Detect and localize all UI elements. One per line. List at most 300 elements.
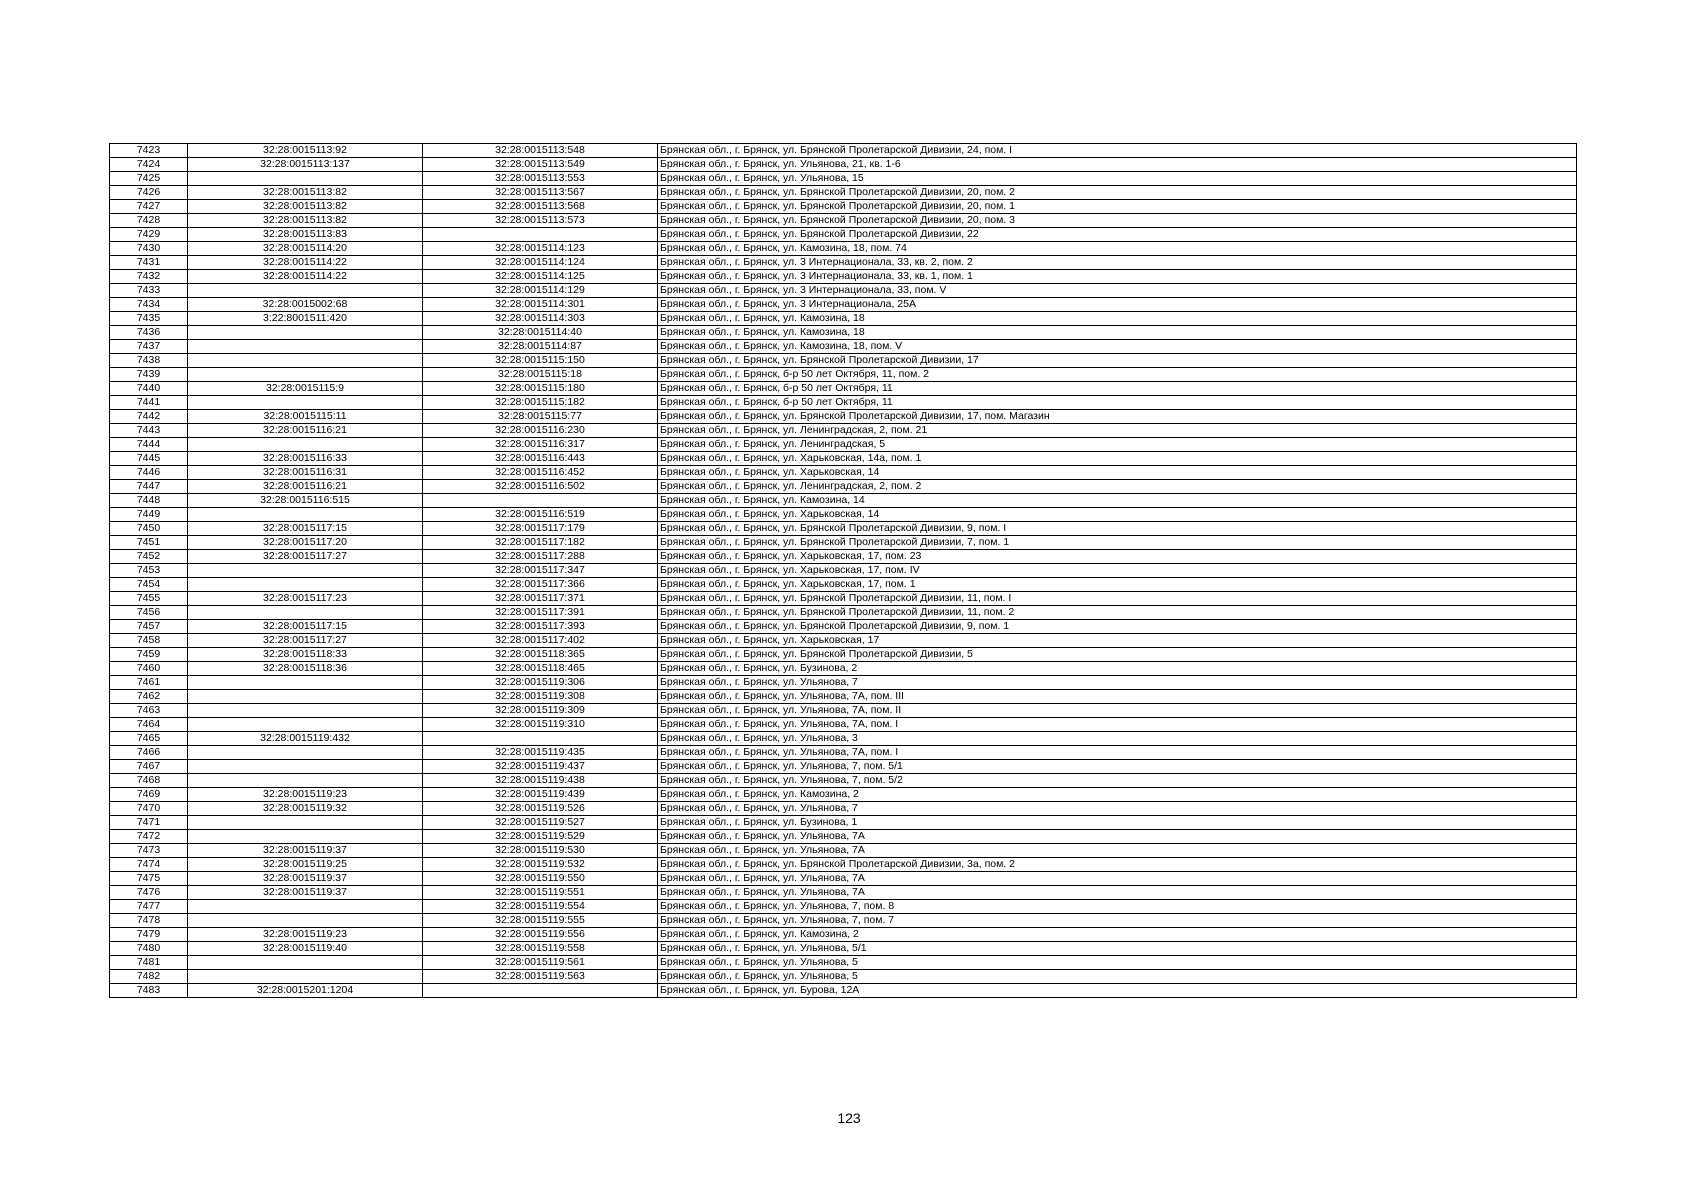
object-cadastral-number-cell: 32:28:0015113:568 [423, 200, 658, 214]
object-cadastral-number-cell: 32:28:0015116:443 [423, 452, 658, 466]
object-cadastral-number-cell: 32:28:0015115:18 [423, 368, 658, 382]
parcel-cadastral-number-cell: 32:28:0015119:37 [188, 844, 423, 858]
row-number-cell: 7451 [110, 536, 188, 550]
row-number-cell: 7477 [110, 900, 188, 914]
row-number-cell: 7481 [110, 956, 188, 970]
object-cadastral-number-cell: 32:28:0015118:465 [423, 662, 658, 676]
address-cell: Брянская обл., г. Брянск, ул. Камозина, 14 [658, 494, 1577, 508]
address-cell: Брянская обл., г. Брянск, ул. Харьковская, 17, пом. 1 [658, 578, 1577, 592]
row-number-cell: 7429 [110, 228, 188, 242]
row-number-cell: 7434 [110, 298, 188, 312]
row-number-cell: 7483 [110, 984, 188, 998]
row-number-cell: 7424 [110, 158, 188, 172]
table-row [110, 536, 1577, 550]
row-number-cell: 7459 [110, 648, 188, 662]
row-number-cell: 7466 [110, 746, 188, 760]
row-number-cell: 7475 [110, 872, 188, 886]
address-cell: Брянская обл., г. Брянск, ул. Ульянова, 7А, пом. I [658, 746, 1577, 760]
object-cadastral-number-cell: 32:28:0015119:529 [423, 830, 658, 844]
row-number-cell: 7438 [110, 354, 188, 368]
row-number-cell: 7462 [110, 690, 188, 704]
address-cell: Брянская обл., г. Брянск, ул. Ульянова, 7, пом. 5/2 [658, 774, 1577, 788]
table-row [110, 942, 1577, 956]
parcel-cadastral-number-cell [188, 326, 423, 340]
address-cell: Брянская обл., г. Брянск, ул. 3 Интернационала, 33, кв. 1, пом. 1 [658, 270, 1577, 284]
parcel-cadastral-number-cell: 32:28:0015117:15 [188, 522, 423, 536]
parcel-cadastral-number-cell: 32:28:0015115:9 [188, 382, 423, 396]
row-number-cell: 7471 [110, 816, 188, 830]
parcel-cadastral-number-cell [188, 340, 423, 354]
parcel-cadastral-number-cell: 32:28:0015119:37 [188, 886, 423, 900]
object-cadastral-number-cell: 32:28:0015119:306 [423, 676, 658, 690]
object-cadastral-number-cell: 32:28:0015119:438 [423, 774, 658, 788]
table-row [110, 424, 1577, 438]
row-number-cell: 7428 [110, 214, 188, 228]
address-cell: Брянская обл., г. Брянск, ул. Камозина, 2 [658, 928, 1577, 942]
row-number-cell: 7440 [110, 382, 188, 396]
object-cadastral-number-cell [423, 732, 658, 746]
object-cadastral-number-cell: 32:28:0015119:561 [423, 956, 658, 970]
parcel-cadastral-number-cell [188, 578, 423, 592]
table-row [110, 242, 1577, 256]
table-row [110, 802, 1577, 816]
table-row [110, 382, 1577, 396]
address-cell: Брянская обл., г. Брянск, ул. Ульянова, 15 [658, 172, 1577, 186]
table-row [110, 284, 1577, 298]
table-row [110, 788, 1577, 802]
address-cell: Брянская обл., г. Брянск, ул. Ульянова, 7 [658, 802, 1577, 816]
address-cell: Брянская обл., г. Брянск, ул. Брянской Пролетарской Дивизии, 17 [658, 354, 1577, 368]
object-cadastral-number-cell: 32:28:0015119:527 [423, 816, 658, 830]
object-cadastral-number-cell: 32:28:0015119:555 [423, 914, 658, 928]
object-cadastral-number-cell: 32:28:0015119:556 [423, 928, 658, 942]
address-cell: Брянская обл., г. Брянск, ул. Ульянова, 7А [658, 844, 1577, 858]
parcel-cadastral-number-cell [188, 690, 423, 704]
row-number-cell: 7447 [110, 480, 188, 494]
object-cadastral-number-cell: 32:28:0015115:180 [423, 382, 658, 396]
object-cadastral-number-cell: 32:28:0015119:308 [423, 690, 658, 704]
address-cell: Брянская обл., г. Брянск, ул. Харьковская, 14а, пом. 1 [658, 452, 1577, 466]
address-cell: Брянская обл., г. Брянск, ул. Бузинова, 2 [658, 662, 1577, 676]
parcel-cadastral-number-cell: 32:28:0015118:36 [188, 662, 423, 676]
table-row [110, 928, 1577, 942]
table-row [110, 676, 1577, 690]
address-cell: Брянская обл., г. Брянск, ул. Харьковская, 14 [658, 466, 1577, 480]
row-number-cell: 7443 [110, 424, 188, 438]
object-cadastral-number-cell: 32:28:0015119:437 [423, 760, 658, 774]
table-row [110, 718, 1577, 732]
parcel-cadastral-number-cell: 32:28:0015119:23 [188, 928, 423, 942]
table-row [110, 256, 1577, 270]
address-cell: Брянская обл., г. Брянск, ул. Ленинградская, 2, пом. 21 [658, 424, 1577, 438]
row-number-cell: 7432 [110, 270, 188, 284]
address-cell: Брянская обл., г. Брянск, б-р 50 лет Октября, 11 [658, 396, 1577, 410]
table-row [110, 746, 1577, 760]
cadastral-table-body [110, 144, 1577, 998]
table-row [110, 340, 1577, 354]
parcel-cadastral-number-cell: 32:28:0015113:83 [188, 228, 423, 242]
table-row [110, 550, 1577, 564]
address-cell: Брянская обл., г. Брянск, ул. Бузинова, 1 [658, 816, 1577, 830]
row-number-cell: 7442 [110, 410, 188, 424]
object-cadastral-number-cell: 32:28:0015119:558 [423, 942, 658, 956]
parcel-cadastral-number-cell [188, 816, 423, 830]
row-number-cell: 7476 [110, 886, 188, 900]
address-cell: Брянская обл., г. Брянск, ул. Ульянова, 5 [658, 956, 1577, 970]
table-row [110, 774, 1577, 788]
page-number: 123 [837, 1110, 861, 1126]
table-row [110, 410, 1577, 424]
address-cell: Брянская обл., г. Брянск, ул. Ленинградская, 5 [658, 438, 1577, 452]
row-number-cell: 7479 [110, 928, 188, 942]
object-cadastral-number-cell: 32:28:0015119:526 [423, 802, 658, 816]
table-row [110, 200, 1577, 214]
parcel-cadastral-number-cell: 32:28:0015119:25 [188, 858, 423, 872]
table-row [110, 508, 1577, 522]
parcel-cadastral-number-cell [188, 676, 423, 690]
object-cadastral-number-cell: 32:28:0015116:519 [423, 508, 658, 522]
object-cadastral-number-cell: 32:28:0015119:563 [423, 970, 658, 984]
parcel-cadastral-number-cell: 32:28:0015113:82 [188, 214, 423, 228]
row-number-cell: 7468 [110, 774, 188, 788]
object-cadastral-number-cell: 32:28:0015115:77 [423, 410, 658, 424]
row-number-cell: 7444 [110, 438, 188, 452]
parcel-cadastral-number-cell: 32:28:0015115:11 [188, 410, 423, 424]
address-cell: Брянская обл., г. Брянск, ул. Ульянова, 7, пом. 8 [658, 900, 1577, 914]
address-cell: Брянская обл., г. Брянск, ул. Камозина, 2 [658, 788, 1577, 802]
address-cell: Брянская обл., г. Брянск, ул. Брянской Пролетарской Дивизии, 3а, пом. 2 [658, 858, 1577, 872]
object-cadastral-number-cell [423, 984, 658, 998]
row-number-cell: 7460 [110, 662, 188, 676]
parcel-cadastral-number-cell [188, 760, 423, 774]
parcel-cadastral-number-cell: 32:28:0015116:21 [188, 424, 423, 438]
row-number-cell: 7441 [110, 396, 188, 410]
row-number-cell: 7472 [110, 830, 188, 844]
parcel-cadastral-number-cell: 32:28:0015117:23 [188, 592, 423, 606]
table-row [110, 228, 1577, 242]
object-cadastral-number-cell: 32:28:0015116:317 [423, 438, 658, 452]
parcel-cadastral-number-cell: 3:22:8001511:420 [188, 312, 423, 326]
row-number-cell: 7453 [110, 564, 188, 578]
table-row [110, 466, 1577, 480]
table-row [110, 578, 1577, 592]
address-cell: Брянская обл., г. Брянск, ул. 3 Интернационала, 33, кв. 2, пом. 2 [658, 256, 1577, 270]
cadastral-table [109, 143, 1577, 998]
row-number-cell: 7452 [110, 550, 188, 564]
row-number-cell: 7478 [110, 914, 188, 928]
table-row [110, 144, 1577, 158]
address-cell: Брянская обл., г. Брянск, ул. Ульянова, 7 [658, 676, 1577, 690]
table-row [110, 438, 1577, 452]
table-row [110, 522, 1577, 536]
object-cadastral-number-cell [423, 228, 658, 242]
row-number-cell: 7470 [110, 802, 188, 816]
object-cadastral-number-cell: 32:28:0015117:179 [423, 522, 658, 536]
row-number-cell: 7467 [110, 760, 188, 774]
table-row [110, 970, 1577, 984]
object-cadastral-number-cell: 32:28:0015119:530 [423, 844, 658, 858]
address-cell: Брянская обл., г. Брянск, ул. Ульянова, 5 [658, 970, 1577, 984]
address-cell: Брянская обл., г. Брянск, ул. Брянской Пролетарской Дивизии, 20, пом. 2 [658, 186, 1577, 200]
object-cadastral-number-cell: 32:28:0015117:288 [423, 550, 658, 564]
parcel-cadastral-number-cell: 32:28:0015114:22 [188, 270, 423, 284]
row-number-cell: 7450 [110, 522, 188, 536]
object-cadastral-number-cell: 32:28:0015114:123 [423, 242, 658, 256]
object-cadastral-number-cell: 32:28:0015115:182 [423, 396, 658, 410]
address-cell: Брянская обл., г. Брянск, ул. Ульянова, 3 [658, 732, 1577, 746]
row-number-cell: 7449 [110, 508, 188, 522]
object-cadastral-number-cell: 32:28:0015114:40 [423, 326, 658, 340]
object-cadastral-number-cell: 32:28:0015113:548 [423, 144, 658, 158]
table-row [110, 452, 1577, 466]
parcel-cadastral-number-cell [188, 830, 423, 844]
address-cell: Брянская обл., г. Брянск, б-р 50 лет Октября, 11, пом. 2 [658, 368, 1577, 382]
row-number-cell: 7461 [110, 676, 188, 690]
table-row [110, 914, 1577, 928]
row-number-cell: 7445 [110, 452, 188, 466]
object-cadastral-number-cell: 32:28:0015114:301 [423, 298, 658, 312]
row-number-cell: 7423 [110, 144, 188, 158]
table-row [110, 900, 1577, 914]
parcel-cadastral-number-cell: 32:28:0015002:68 [188, 298, 423, 312]
address-cell: Брянская обл., г. Брянск, ул. Ульянова, 21, кв. 1-6 [658, 158, 1577, 172]
table-row [110, 662, 1577, 676]
object-cadastral-number-cell: 32:28:0015118:365 [423, 648, 658, 662]
row-number-cell: 7473 [110, 844, 188, 858]
parcel-cadastral-number-cell [188, 508, 423, 522]
parcel-cadastral-number-cell [188, 746, 423, 760]
object-cadastral-number-cell: 32:28:0015113:573 [423, 214, 658, 228]
address-cell: Брянская обл., г. Брянск, ул. Ульянова, 7, пом. 5/1 [658, 760, 1577, 774]
parcel-cadastral-number-cell: 32:28:0015119:23 [188, 788, 423, 802]
row-number-cell: 7426 [110, 186, 188, 200]
object-cadastral-number-cell: 32:28:0015116:502 [423, 480, 658, 494]
parcel-cadastral-number-cell: 32:28:0015117:20 [188, 536, 423, 550]
object-cadastral-number-cell: 32:28:0015119:439 [423, 788, 658, 802]
row-number-cell: 7480 [110, 942, 188, 956]
parcel-cadastral-number-cell [188, 396, 423, 410]
parcel-cadastral-number-cell: 32:28:0015116:31 [188, 466, 423, 480]
row-number-cell: 7469 [110, 788, 188, 802]
row-number-cell: 7465 [110, 732, 188, 746]
row-number-cell: 7430 [110, 242, 188, 256]
table-row [110, 494, 1577, 508]
table-row [110, 872, 1577, 886]
parcel-cadastral-number-cell [188, 438, 423, 452]
parcel-cadastral-number-cell [188, 284, 423, 298]
parcel-cadastral-number-cell: 32:28:0015114:22 [188, 256, 423, 270]
row-number-cell: 7482 [110, 970, 188, 984]
address-cell: Брянская обл., г. Брянск, ул. Брянской Пролетарской Дивизии, 20, пом. 3 [658, 214, 1577, 228]
address-cell: Брянская обл., г. Брянск, ул. Бурова, 12А [658, 984, 1577, 998]
row-number-cell: 7457 [110, 620, 188, 634]
table-row [110, 760, 1577, 774]
parcel-cadastral-number-cell: 32:28:0015116:515 [188, 494, 423, 508]
table-row [110, 606, 1577, 620]
address-cell: Брянская обл., г. Брянск, ул. Брянской Пролетарской Дивизии, 17, пом. Магазин [658, 410, 1577, 424]
address-cell: Брянская обл., г. Брянск, ул. 3 Интернационала, 33, пом. V [658, 284, 1577, 298]
object-cadastral-number-cell: 32:28:0015119:551 [423, 886, 658, 900]
address-cell: Брянская обл., г. Брянск, ул. Камозина, 18 [658, 326, 1577, 340]
row-number-cell: 7474 [110, 858, 188, 872]
object-cadastral-number-cell: 32:28:0015116:230 [423, 424, 658, 438]
table-row [110, 844, 1577, 858]
row-number-cell: 7437 [110, 340, 188, 354]
address-cell: Брянская обл., г. Брянск, ул. Брянской Пролетарской Дивизии, 5 [658, 648, 1577, 662]
object-cadastral-number-cell: 32:28:0015117:402 [423, 634, 658, 648]
address-cell: Брянская обл., г. Брянск, ул. Ульянова, 7А [658, 830, 1577, 844]
row-number-cell: 7425 [110, 172, 188, 186]
parcel-cadastral-number-cell: 32:28:0015119:432 [188, 732, 423, 746]
parcel-cadastral-number-cell: 32:28:0015117:27 [188, 634, 423, 648]
address-cell: Брянская обл., г. Брянск, ул. Камозина, 18, пом. V [658, 340, 1577, 354]
address-cell: Брянская обл., г. Брянск, ул. Ульянова, 5/1 [658, 942, 1577, 956]
object-cadastral-number-cell: 32:28:0015117:182 [423, 536, 658, 550]
row-number-cell: 7433 [110, 284, 188, 298]
table-row [110, 620, 1577, 634]
address-cell: Брянская обл., г. Брянск, б-р 50 лет Октября, 11 [658, 382, 1577, 396]
table-row [110, 886, 1577, 900]
parcel-cadastral-number-cell: 32:28:0015113:92 [188, 144, 423, 158]
object-cadastral-number-cell: 32:28:0015114:129 [423, 284, 658, 298]
row-number-cell: 7448 [110, 494, 188, 508]
object-cadastral-number-cell: 32:28:0015114:124 [423, 256, 658, 270]
table-row [110, 816, 1577, 830]
table-row [110, 158, 1577, 172]
address-cell: Брянская обл., г. Брянск, ул. Брянской Пролетарской Дивизии, 20, пом. 1 [658, 200, 1577, 214]
object-cadastral-number-cell: 32:28:0015117:347 [423, 564, 658, 578]
table-row [110, 704, 1577, 718]
parcel-cadastral-number-cell: 32:28:0015118:33 [188, 648, 423, 662]
object-cadastral-number-cell: 32:28:0015117:371 [423, 592, 658, 606]
table-row [110, 480, 1577, 494]
address-cell: Брянская обл., г. Брянск, ул. Брянской Пролетарской Дивизии, 22 [658, 228, 1577, 242]
object-cadastral-number-cell: 32:28:0015115:150 [423, 354, 658, 368]
object-cadastral-number-cell: 32:28:0015116:452 [423, 466, 658, 480]
address-cell: Брянская обл., г. Брянск, ул. Ульянова, 7А, пом. III [658, 690, 1577, 704]
table-row [110, 214, 1577, 228]
parcel-cadastral-number-cell: 32:28:0015114:20 [188, 242, 423, 256]
address-cell: Брянская обл., г. Брянск, ул. Ульянова, 7А, пом. I [658, 718, 1577, 732]
address-cell: Брянская обл., г. Брянск, ул. Брянской Пролетарской Дивизии, 9, пом. 1 [658, 620, 1577, 634]
row-number-cell: 7431 [110, 256, 188, 270]
parcel-cadastral-number-cell [188, 704, 423, 718]
object-cadastral-number-cell: 32:28:0015114:303 [423, 312, 658, 326]
table-row [110, 690, 1577, 704]
row-number-cell: 7436 [110, 326, 188, 340]
parcel-cadastral-number-cell: 32:28:0015117:15 [188, 620, 423, 634]
table-row [110, 732, 1577, 746]
address-cell: Брянская обл., г. Брянск, ул. Брянской Пролетарской Дивизии, 11, пом. I [658, 592, 1577, 606]
address-cell: Брянская обл., г. Брянск, ул. Харьковская, 17 [658, 634, 1577, 648]
address-cell: Брянская обл., г. Брянск, ул. Харьковская, 17, пом. 23 [658, 550, 1577, 564]
parcel-cadastral-number-cell: 32:28:0015119:32 [188, 802, 423, 816]
table-row [110, 172, 1577, 186]
row-number-cell: 7463 [110, 704, 188, 718]
address-cell: Брянская обл., г. Брянск, ул. Ульянова, 7, пом. 7 [658, 914, 1577, 928]
row-number-cell: 7446 [110, 466, 188, 480]
address-cell: Брянская обл., г. Брянск, ул. Ульянова, 7А, пом. II [658, 704, 1577, 718]
row-number-cell: 7456 [110, 606, 188, 620]
parcel-cadastral-number-cell: 32:28:0015113:137 [188, 158, 423, 172]
table-row [110, 592, 1577, 606]
object-cadastral-number-cell: 32:28:0015119:309 [423, 704, 658, 718]
object-cadastral-number-cell: 32:28:0015119:435 [423, 746, 658, 760]
parcel-cadastral-number-cell [188, 172, 423, 186]
parcel-cadastral-number-cell [188, 718, 423, 732]
row-number-cell: 7454 [110, 578, 188, 592]
parcel-cadastral-number-cell: 32:28:0015119:37 [188, 872, 423, 886]
object-cadastral-number-cell: 32:28:0015119:532 [423, 858, 658, 872]
address-cell: Брянская обл., г. Брянск, ул. Харьковская, 14 [658, 508, 1577, 522]
parcel-cadastral-number-cell [188, 970, 423, 984]
object-cadastral-number-cell [423, 494, 658, 508]
parcel-cadastral-number-cell [188, 564, 423, 578]
object-cadastral-number-cell: 32:28:0015117:366 [423, 578, 658, 592]
object-cadastral-number-cell: 32:28:0015119:554 [423, 900, 658, 914]
parcel-cadastral-number-cell [188, 914, 423, 928]
parcel-cadastral-number-cell: 32:28:0015113:82 [188, 200, 423, 214]
parcel-cadastral-number-cell [188, 900, 423, 914]
row-number-cell: 7458 [110, 634, 188, 648]
row-number-cell: 7427 [110, 200, 188, 214]
table-row [110, 186, 1577, 200]
parcel-cadastral-number-cell [188, 774, 423, 788]
table-row [110, 368, 1577, 382]
parcel-cadastral-number-cell: 32:28:0015113:82 [188, 186, 423, 200]
table-row [110, 634, 1577, 648]
parcel-cadastral-number-cell: 32:28:0015116:33 [188, 452, 423, 466]
address-cell: Брянская обл., г. Брянск, ул. Ульянова, 7А [658, 872, 1577, 886]
object-cadastral-number-cell: 32:28:0015113:549 [423, 158, 658, 172]
address-cell: Брянская обл., г. Брянск, ул. Брянской Пролетарской Дивизии, 7, пом. 1 [658, 536, 1577, 550]
object-cadastral-number-cell: 32:28:0015113:567 [423, 186, 658, 200]
table-row [110, 564, 1577, 578]
parcel-cadastral-number-cell: 32:28:0015116:21 [188, 480, 423, 494]
address-cell: Брянская обл., г. Брянск, ул. Камозина, 18, пом. 74 [658, 242, 1577, 256]
row-number-cell: 7455 [110, 592, 188, 606]
address-cell: Брянская обл., г. Брянск, ул. Ульянова, 7А [658, 886, 1577, 900]
row-number-cell: 7435 [110, 312, 188, 326]
address-cell: Брянская обл., г. Брянск, ул. Ленинградская, 2, пом. 2 [658, 480, 1577, 494]
object-cadastral-number-cell: 32:28:0015113:553 [423, 172, 658, 186]
table-row [110, 326, 1577, 340]
address-cell: Брянская обл., г. Брянск, ул. Брянской Пролетарской Дивизии, 24, пом. I [658, 144, 1577, 158]
table-row [110, 830, 1577, 844]
parcel-cadastral-number-cell: 32:28:0015201:1204 [188, 984, 423, 998]
object-cadastral-number-cell: 32:28:0015119:550 [423, 872, 658, 886]
table-row [110, 648, 1577, 662]
parcel-cadastral-number-cell [188, 368, 423, 382]
table-row [110, 298, 1577, 312]
parcel-cadastral-number-cell: 32:28:0015117:27 [188, 550, 423, 564]
parcel-cadastral-number-cell [188, 354, 423, 368]
row-number-cell: 7464 [110, 718, 188, 732]
table-row [110, 956, 1577, 970]
object-cadastral-number-cell: 32:28:0015119:310 [423, 718, 658, 732]
address-cell: Брянская обл., г. Брянск, ул. Брянской Пролетарской Дивизии, 9, пом. I [658, 522, 1577, 536]
table-row [110, 984, 1577, 998]
table-row [110, 858, 1577, 872]
parcel-cadastral-number-cell [188, 956, 423, 970]
parcel-cadastral-number-cell: 32:28:0015119:40 [188, 942, 423, 956]
table-row [110, 312, 1577, 326]
address-cell: Брянская обл., г. Брянск, ул. Камозина, 18 [658, 312, 1577, 326]
address-cell: Брянская обл., г. Брянск, ул. Брянской Пролетарской Дивизии, 11, пом. 2 [658, 606, 1577, 620]
address-cell: Брянская обл., г. Брянск, ул. 3 Интернационала, 25А [658, 298, 1577, 312]
object-cadastral-number-cell: 32:28:0015117:391 [423, 606, 658, 620]
table-row [110, 396, 1577, 410]
